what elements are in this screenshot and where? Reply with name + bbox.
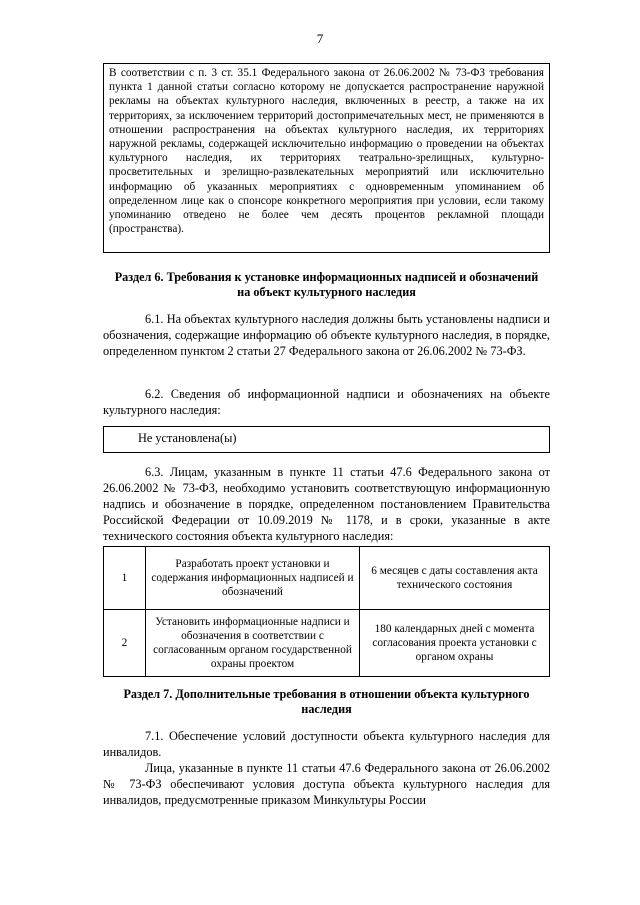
row-task: Установить информационные надписи и обозначения в соответствии с согласованным органом государственной охраны проектом bbox=[146, 610, 360, 677]
paragraph-6-3-text: 6.3. Лицам, указанным в пункте 11 статьи 47.6 Федерального закона от 26.06.2002 № 73-ФЗ, необходимо установить соответствующую информационную надпись и обозначение в порядке, определенном постановлением Правительства Российской Федерации от 10.09.2019 № 1178, и в сроки, указанные в акте технического состояния объекта культурного наследия: bbox=[103, 465, 550, 543]
requirements-table bbox=[103, 546, 550, 677]
inscription-status-value: Не установлена(ы) bbox=[138, 431, 237, 445]
row-number: 2 bbox=[104, 610, 146, 677]
paragraph-7-1-continuation bbox=[103, 760, 550, 808]
section-7-heading-line2: наследия bbox=[301, 702, 352, 716]
row-number: 1 bbox=[104, 547, 146, 610]
paragraph-7-1-continuation-text: Лица, указанные в пункте 11 статьи 47.6 Федерального закона от 26.06.2002 № 73-ФЗ обеспечивают условия доступа объекта культурного наследия для инвалидов, предусмотренные приказом Минкультуры России bbox=[103, 761, 550, 807]
paragraph-7-1-text: 7.1. Обеспечение условий доступности объекта культурного наследия для инвалидов. bbox=[103, 729, 550, 759]
table-row bbox=[104, 547, 550, 610]
row-deadline: 180 календарных дней с момента согласования проекта установки с органом охраны bbox=[360, 610, 550, 677]
table-row bbox=[104, 610, 550, 677]
paragraph-6-3 bbox=[103, 464, 550, 544]
section-6-heading bbox=[103, 270, 550, 300]
section-6-heading-line2: на объект культурного наследия bbox=[237, 285, 416, 299]
paragraph-6-2-text: 6.2. Сведения об информационной надписи и обозначениях на объекте культурного наследия: bbox=[103, 387, 550, 417]
row-task: Разработать проект установки и содержания информационных надписей и обозначений bbox=[146, 547, 360, 610]
paragraph-6-1-text: 6.1. На объектах культурного наследия должны быть установлены надписи и обозначения, содержащие информацию об объекте культурного наследия, в порядке, определенном пунктом 2 статьи 27 Федерального закона от 26.06.2002 № 73-ФЗ. bbox=[103, 312, 550, 358]
paragraph-6-1 bbox=[103, 311, 550, 359]
inscription-status-box bbox=[103, 426, 550, 453]
section-7-heading-line1: Раздел 7. Дополнительные требования в отношении объекта культурного bbox=[123, 687, 530, 701]
section-6-heading-line1: Раздел 6. Требования к установке информационных надписей и обозначений bbox=[114, 270, 539, 284]
paragraph-7-1 bbox=[103, 728, 550, 760]
advertising-exception-box: В соответствии с п. 3 ст. 35.1 Федерального закона от 26.06.2002 № 73-ФЗ требования пункта 1 данной статьи согласно которому не допускается распространение наружной рекламы на объектах культурного наследия, включенных в реестр, а также на их территориях, за исключением территорий достопримечательных мест, не применяются в отношении распространения на объектах культурного наследия, их территориях наружной рекламы, содержащей исключительно информацию о проведении на объектах культурного наследия, их территориях театрально-зрелищных, культурно-просветительных и зрелищно-развлекательных мероприятий или исключительно информацию об указанных мероприятиях с одновременным упоминанием об определенном лице как о спонсоре конкретного мероприятия при условии, если такому упоминанию отведено не более чем десять процентов рекламной площади (пространства). bbox=[103, 63, 550, 253]
row-deadline: 6 месяцев с даты составления акта технического состояния bbox=[360, 547, 550, 610]
paragraph-6-2 bbox=[103, 386, 550, 418]
page-number: 7 bbox=[316, 31, 324, 46]
section-7-heading bbox=[103, 687, 550, 717]
